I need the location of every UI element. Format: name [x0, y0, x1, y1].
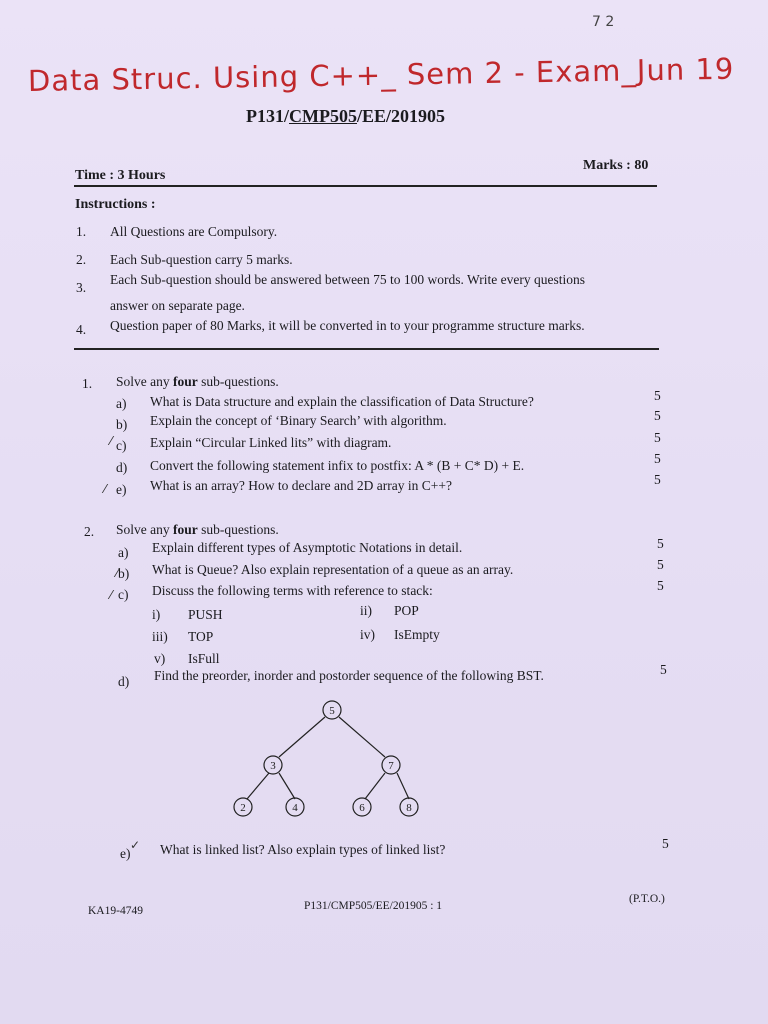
- bst-edge: [365, 773, 385, 799]
- bst-node-label: 8: [406, 802, 412, 814]
- stack-term-text: IsFull: [188, 651, 220, 666]
- q1-item-text: What is Data structure and explain the classification of Data Structure?: [150, 394, 534, 409]
- bst-node-label: 5: [329, 705, 335, 717]
- q2-item-label: b): [118, 566, 130, 581]
- q2-item-marks: 5: [657, 557, 664, 572]
- q2-item-marks: 5: [660, 662, 667, 677]
- bst-edge: [397, 773, 409, 799]
- q1-item-marks: 5: [654, 388, 661, 403]
- q2-item-text: Discuss the following terms with reference to stack:: [152, 583, 433, 598]
- bst-node-label: 6: [359, 802, 365, 814]
- paper-code: [246, 106, 445, 127]
- q1-intro-text-end: sub-questions.: [197, 374, 279, 389]
- stack-term-text: PUSH: [188, 607, 223, 622]
- check-mark-icon: ✓: [130, 838, 141, 852]
- header-rule: [74, 185, 657, 187]
- q1-item-label: c): [116, 438, 127, 453]
- handwritten-title: Data Struc. Using C++_ Sem 2 - Exam_Jun 19: [27, 51, 735, 98]
- stack-term-text: TOP: [188, 629, 214, 644]
- corner-note: 7 2: [592, 14, 615, 30]
- stack-term-label: i): [152, 607, 161, 622]
- q2-intro-text: Solve any: [116, 522, 173, 537]
- q2-intro-text-end: sub-questions.: [197, 522, 279, 537]
- stack-term-label: iv): [360, 627, 375, 642]
- bst-diagram: [225, 695, 435, 830]
- instruction-text: Each Sub-question should be answered between 75 to 100 words. Write every questions: [110, 272, 585, 287]
- stack-term-label: iii): [152, 629, 168, 644]
- stack-term-text: IsEmpty: [394, 627, 440, 642]
- q1-item-label: a): [116, 396, 127, 411]
- q1-item-text: Explain the concept of ‘Binary Search’ with algorithm.: [150, 413, 447, 428]
- q1-item-label: d): [116, 460, 128, 475]
- q2-item-label: a): [118, 545, 129, 560]
- instruction-text-continued: answer on separate page.: [110, 298, 245, 313]
- q1-number: 1.: [82, 376, 93, 391]
- footer-right: (P.T.O.): [629, 893, 665, 905]
- instruction-num: 4.: [76, 322, 87, 337]
- bst-edge: [279, 717, 325, 757]
- instruction-num: 2.: [76, 252, 87, 267]
- stack-term-label: ii): [360, 603, 372, 618]
- q1-intro: [116, 374, 279, 390]
- q2-item-text: What is linked list? Also explain types of linked list?: [160, 842, 446, 857]
- instruction-num: 3.: [76, 280, 87, 295]
- bst-edge: [279, 773, 295, 799]
- q2-number: 2.: [84, 524, 95, 539]
- q1-item-text: Explain “Circular Linked lits” with diagram.: [150, 435, 392, 450]
- q1-item-label: b): [116, 417, 128, 432]
- q2-item-text: What is Queue? Also explain representation of a queue as an array.: [152, 562, 514, 577]
- q1-item-label: e): [116, 482, 127, 497]
- stack-term-text: POP: [394, 603, 419, 618]
- q1-item-marks: 5: [654, 430, 661, 445]
- bst-node-label: 4: [292, 802, 298, 814]
- check-mark-icon: ⁄: [110, 588, 113, 602]
- paper-code-course: CMP505: [289, 106, 357, 126]
- q1-intro-text: Solve any: [116, 374, 173, 389]
- q1-item-marks: 5: [654, 472, 661, 487]
- q2-item-text: Explain different types of Asymptotic Notations in detail.: [152, 540, 463, 555]
- stack-term-label: v): [154, 651, 166, 666]
- check-mark-icon: ⁄: [116, 566, 119, 580]
- marks-label: Marks : 80: [583, 158, 649, 173]
- q1-item-marks: 5: [654, 451, 661, 466]
- q2-item-marks: 5: [662, 836, 669, 851]
- q2-intro: [116, 522, 279, 538]
- bst-edge: [247, 773, 269, 799]
- check-mark-icon: ⁄: [110, 434, 113, 448]
- check-mark-icon: ⁄: [104, 482, 107, 496]
- q2-item-marks: 5: [657, 578, 664, 593]
- instruction-text: All Questions are Compulsory.: [110, 224, 278, 239]
- footer-left: KA19-4749: [88, 905, 143, 917]
- bst-node-label: 2: [240, 802, 246, 814]
- instructions-rule: [74, 348, 659, 350]
- instructions-heading: Instructions :: [75, 197, 156, 212]
- q2-intro-bold: four: [173, 522, 198, 537]
- instruction-text: Question paper of 80 Marks, it will be converted in to your programme structure marks.: [110, 318, 585, 333]
- q2-item-label: d): [118, 674, 130, 689]
- instruction-text: Each Sub-question carry 5 marks.: [110, 252, 293, 267]
- bst-node-label: 3: [270, 760, 276, 772]
- q2-item-text: Find the preorder, inorder and postorder sequence of the following BST.: [154, 668, 544, 683]
- paper-code-prefix: P131/: [246, 106, 289, 126]
- bst-node-label: 7: [388, 760, 394, 772]
- q1-item-text: What is an array? How to declare and 2D array in C++?: [150, 478, 452, 493]
- paper-code-suffix: /EE/201905: [356, 106, 445, 126]
- q2-item-label: c): [118, 587, 129, 602]
- q1-item-text: Convert the following statement infix to postfix: A * (B + C* D) + E.: [150, 458, 525, 473]
- q2-item-marks: 5: [657, 536, 664, 551]
- instruction-num: 1.: [76, 224, 87, 239]
- q2-item-label: e): [120, 846, 131, 861]
- time-label: Time : 3 Hours: [75, 168, 166, 183]
- bst-edge: [339, 717, 385, 757]
- footer-center: P131/CMP505/EE/201905 : 1: [304, 900, 443, 912]
- q1-intro-bold: four: [173, 374, 198, 389]
- q1-item-marks: 5: [654, 408, 661, 423]
